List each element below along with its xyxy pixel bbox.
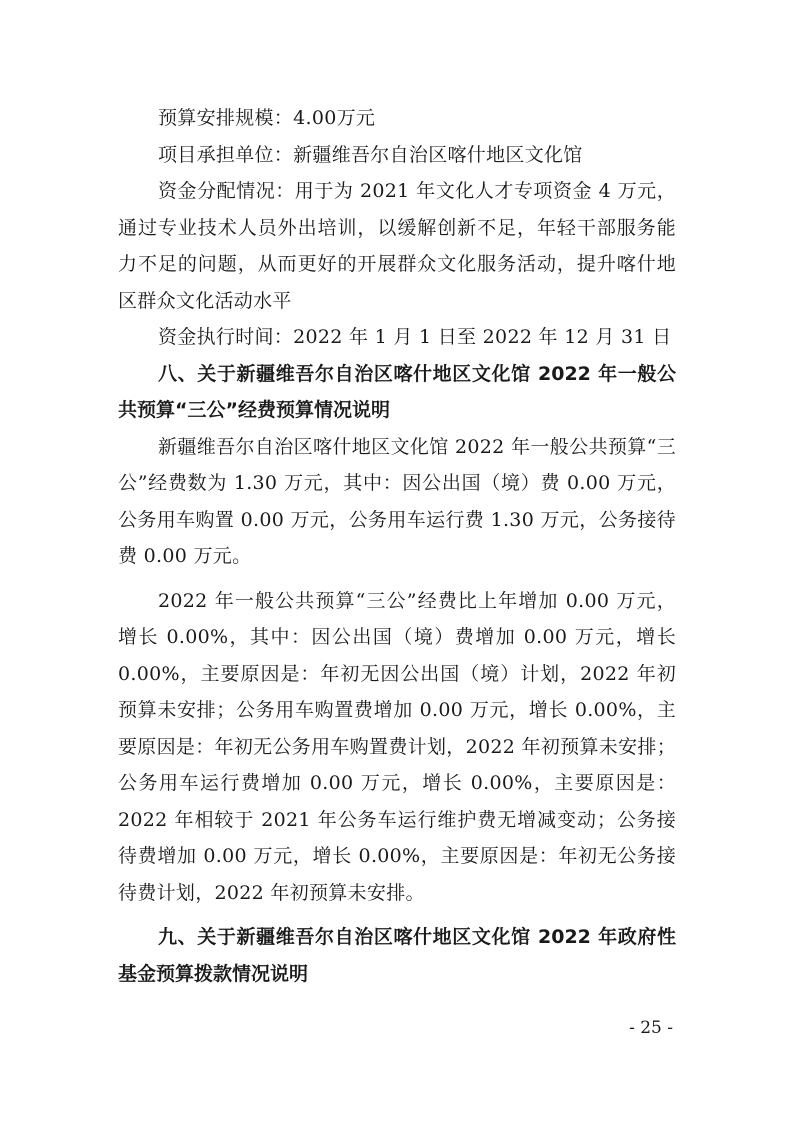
project-unit-line: 项目承担单位：新疆维吾尔自治区喀什地区文化馆 xyxy=(158,143,583,166)
section-8-heading: 八、关于新疆维吾尔自治区喀什地区文化馆 2022 年一般公共预算“三公”经费预算情况说明 xyxy=(118,362,676,421)
fund-execution-time-line: 资金执行时间：2022 年 1 月 1 日至 2022 年 12 月 31 日 xyxy=(158,326,672,348)
document-body xyxy=(118,100,676,992)
budget-scale-line: 预算安排规模：4.00万元 xyxy=(158,107,376,129)
fund-allocation-paragraph: 资金分配情况：用于为 2021 年文化人才专项资金 4 万元，通过专业技术人员外出培训，以缓解创新不足，年轻干部服务能力不足的问题，从而更好的开展群众文化服务活动，提升喀什地区群众文化活动水平 xyxy=(118,180,676,312)
section-9-heading: 九、关于新疆维吾尔自治区喀什地区文化馆 2022 年政府性基金预算拨款情况说明 xyxy=(118,926,676,985)
three-public-expenses-summary: 新疆维吾尔自治区喀什地区文化馆 2022 年一般公共预算“三公”经费数为 1.30 万元，其中：因公出国（境）费 0.00 万元，公务用车购置 0.00 万元，公务用车运行费 1.30 万元，公务接待费 0.00 万元。 xyxy=(118,435,676,567)
three-public-expenses-comparison: 2022 年一般公共预算“三公”经费比上年增加 0.00 万元，增长 0.00%，其中：因公出国（境）费增加 0.00 万元，增长 0.00%，主要原因是：年初无因公出国（境）计划，2022 年初预算未安排；公务用车购置费增加 0.00 万元，增长 0.00%，主要原因是：年初无公务用车购置费计划，2022 年初预算未安排；公务用车运行费增加 0.00 万元，增长 0.00%，主要原因是：2022 年相较于 2021 年公务车运行维护费无增减变动；公务接待费增加 0.00 万元，增长 0.00%，主要原因是：年初无公务接待费计划，2022 年初预算未安排。 xyxy=(118,589,676,904)
page-number: - 25 - xyxy=(629,1018,673,1038)
